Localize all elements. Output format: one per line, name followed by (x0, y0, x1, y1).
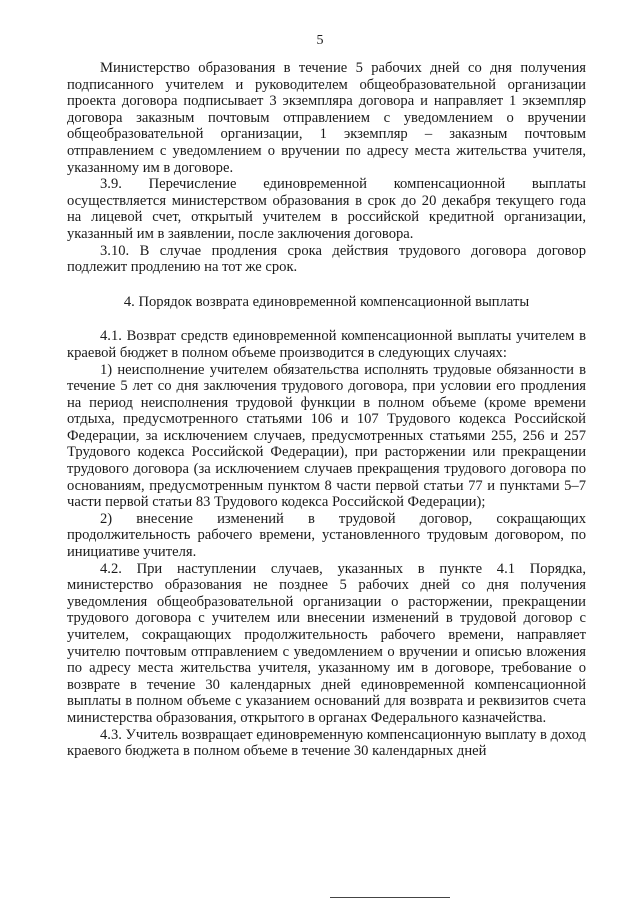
paragraph-3-10: 3.10. В случае продления срока действия трудового договора договор подлежит продлению на тот же срок. (67, 242, 586, 276)
paragraph-4-3: 4.3. Учитель возвращает единовременную компенсационную выплату в доход краевого бюджета в полном объеме в течение 30 календарных дней (67, 726, 586, 760)
section-heading: 4. Порядок возврата единовременной компенсационной выплаты (123, 293, 530, 310)
paragraph-4-2: 4.2. При наступлении случаев, указанных в пункте 4.1 Порядка, министерство образования не позднее 5 рабочих дней со дня получения уведомления общеобразовательной организации о расторжении, прекращении трудового договора с учителем или внесении изменений в трудовой договор с учителем, сокращающих продолжительность рабочего времени, направляет учителю почтовым отправлением с уведомлением о вручении и описью вложения по адресу места жительства учителя, указанному им в договоре, требование о возврате в течение 30 календарных дней единовременной компенсационной выплаты в полном объеме с указанием оснований для возврата и реквизитов счета министерства образования, открытого в органах Федерального казначейства. (67, 560, 586, 726)
scan-edge-line (330, 897, 450, 898)
paragraph-case-1: 1) неисполнение учителем обязательства исполнять трудовые обязанности в течение 5 лет со дня заключения трудового договора, при условии его продления на период неисполнения трудовой функции в полном объеме (кроме времени отдыха, предусмотренного статьями 106 и 107 Трудового кодекса Российской Федерации, за исключением случаев, предусмотренных статьями 255, 256 и 257 Трудового кодекса Российской Федерации), при расторжении или прекращении трудового договора (за исключением случаев прекращения трудового договора по основаниям, предусмотренным пунктом 8 части первой статьи 77 и пунктами 5–7 части первой статьи 83 Трудового кодекса Российской Федерации); (67, 361, 586, 511)
paragraph-3-9: 3.9. Перечисление единовременной компенсационной выплаты осуществляется министерством образования в срок до 20 декабря текущего года на лицевой счет, открытый учителем в российской кредитной организации, указанный им в заявлении, после заключения договора. (67, 176, 586, 242)
paragraph-case-2: 2) внесение изменений в трудовой договор, сокращающих продолжительность рабочего времени, установленного трудовым договором, по инициативе учителя. (67, 510, 586, 561)
paragraph-4-1: 4.1. Возврат средств единовременной компенсационной выплаты учителем в краевой бюджет в полном объеме производится в следующих случаях: (67, 328, 586, 361)
paragraph-ministry-signing: Министерство образования в течение 5 рабочих дней со дня получения подписанного учителем и руководителем общеобразовательной организации проекта договора подписывает 3 экземпляра договора и направляет 1 экземпляр договора заказным почтовым отправлением с уведомлением о вручении общеобразовательной организации, 1 экземпляр – заказным почтовым отправлением с уведомлением о вручении по адресу места жительства учителя, указанному им в договоре. (67, 60, 586, 176)
document-body (67, 60, 586, 760)
page-number: 5 (316, 33, 324, 48)
